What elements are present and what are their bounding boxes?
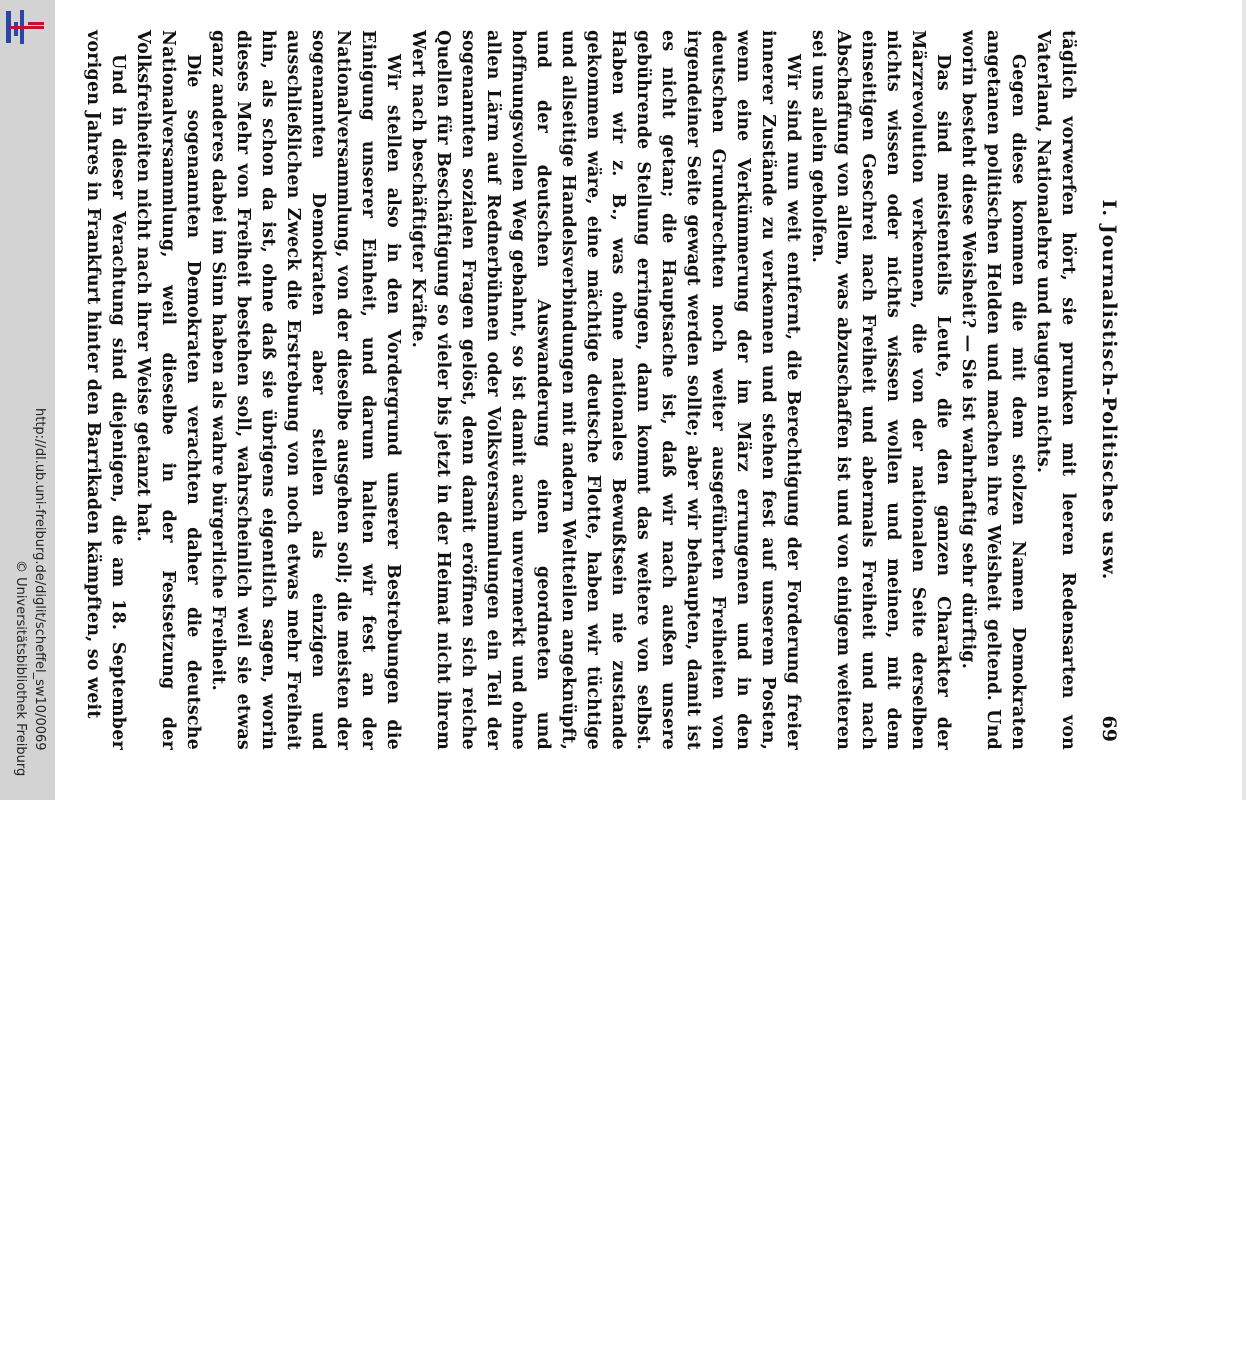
copyright-notice: © Universitätsbibliothek Freiburg [13,560,28,777]
paragraph: Die sogenannten Demokraten verachten daher die deutsche Nationalversammlung, weil dieselbe in der Festsetzung der Volksfreiheiten nicht nach ihrer Weise getanzt hat. [133,30,203,750]
paragraph: Wir stellen also in den Vordergrund unserer Bestrebungen die Einigung unserer Einheit, und darum halten wir fest an der Nationalversammlung, von der dieselbe ausgehen soll; die meisten der sogenannten Demokraten aber stellen als einzigen und ausschließlichen Zweck die Erstrebung von noch etwas mehr Freiheit hin, als schon da ist, ohne daß sie übrigens eigentlich sagen, worin dieses Mehr von Freiheit bestehen soll, wahrscheinlich weil sie etwas ganz anderes dabei im Sinn haben als wahre bürgerliche Freiheit. [208,30,403,750]
paragraph: täglich vorwerfen hört, sie prunken mit leeren Redensarten von Vaterland, Nationalehre und taugten nichts. [1033,30,1078,750]
paragraph: Gegen diese kommen die mit dem stolzen Namen Demokraten angetanen politischen Helden und machen ihre Weisheit geltend. Und worin besteht diese Weisheit? — Sie ist wahrhaftig sehr dürftig. [958,30,1028,750]
page-header [1080,30,1120,750]
source-url[interactable]: http://dl.ub.uni-freiburg.de/diglit/scheffel_sw10/0069 [32,408,47,751]
paragraph: Wir sind nun weit entfernt, die Berechtigung der Forderung freier innerer Zustände zu verkennen und stehen fest auf unserem Posten, wenn eine Verkümmerung der im März errungenen und in den deutschen Grundrechten noch weiter ausgeführten Freiheiten von irgendeiner Seite gewagt werden sollte; aber wir behaupten, damit ist es nicht getan; die Hauptsache ist, daß wir nach außen unsere gebührende Stellung erringen, dann kommt das weitere von selbst. Haben wir z. B., was ohne nationales Bewußtsein nie zustande gekommen wäre, eine mächtige deutsche Flotte, haben wir tüchtige und allseitige Handelsverbindungen mit andern Weltteilen angeknüpft, und der deutschen Auswanderung einen geordneten und hoffnungsvollen Weg gebahnt, so ist damit auch unvermerkt und ohne allen Lärm auf Rednerbühnen oder Volksversammlungen ein Teil der sogenannten sozialen Fragen gelöst, denn damit eröffnen sich reiche Quellen für Beschäftigung so vieler bis jetzt in der Heimat nicht ihrem Wert nach beschäftigter Kräfte. [408,30,803,750]
page-number: 69 [1098,715,1120,742]
page-content [80,30,1120,750]
viewer-sidebar [0,0,55,800]
running-title: I. Journalistisch-Politisches usw. [1098,199,1120,581]
vertical-scrollbar[interactable] [1242,0,1246,800]
paragraph: Und in dieser Verachtung sind diejenigen, die am 18. September vorigen Jahres in Frankfurt hinter den Barrikaden kämpften, so weit [83,30,128,750]
university-logo-icon [4,8,48,46]
paragraph: Das sind meistenteils Leute, die den ganzen Charakter der Märzrevolution verkennen, die von der nationalen Seite derselben nichts wissen oder nichts wissen wollen und meinen, mit dem einseitigen Geschrei nach Freiheit und abermals Freiheit und nach Abschaffung von allem, was abzuschaffen ist und von einigem weiteren sei uns allein geholfen. [808,30,953,750]
